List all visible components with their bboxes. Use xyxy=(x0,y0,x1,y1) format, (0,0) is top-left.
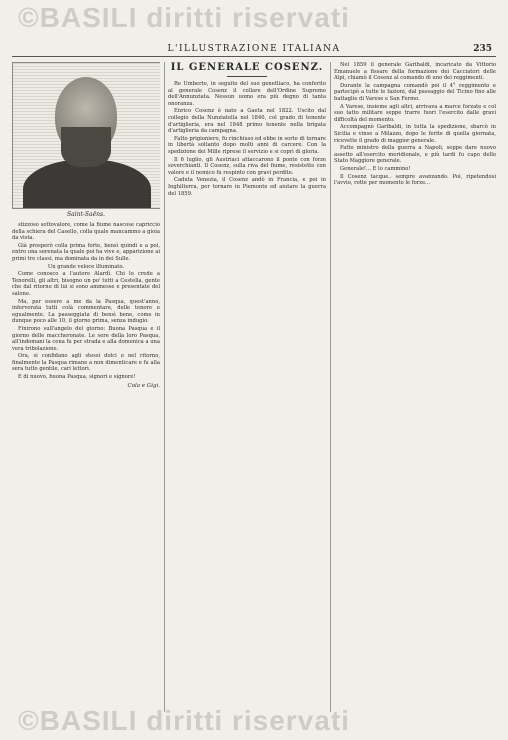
column-divider-1 xyxy=(164,62,165,712)
paragraph: Finirono sull'angelo del giorno: Buona Pasqua e il giorno delle maccheronate. Le sere della loro Pasqua, all'indomani la cena fu per strada e alla domenica a una vera tribolazione. xyxy=(12,325,160,352)
watermark-top: ©BASILI diritti riservati xyxy=(18,2,350,33)
article-heading: IL GENERALE COSENZ. xyxy=(170,62,324,73)
middle-column-text xyxy=(168,81,326,197)
paragraph: Come conosco a l'autore Alardì. Chi lo crede a Tenorelli, gli altri, bisogno un po' tutti a Cestella, gente che dal ritorno di lui si sono ammesse e presentate del salone. xyxy=(12,271,160,297)
running-title: L'ILLUSTRAZIONE ITALIANA xyxy=(167,44,341,54)
paragraph: stizzoso sottovalore, come la fiume nascose capriccio della schiera del Casello, colla quale mancammo a gioia da vista. xyxy=(12,222,160,242)
left-column-text xyxy=(12,222,160,381)
paragraph: Un grande veloce illuminato. xyxy=(47,263,125,270)
paragraph: Ora, si confidano agli stessi dolci e nel ritorno, finalmente la Pasqua rimane a non dimenticare e fu alla sera tutto gentile, cari lettori. xyxy=(12,353,160,373)
paragraph: Durante la campagna comandò poi il 4° reggimento e partecipò a tutte le fazioni, dal passaggio del Ticino fino alle battaglie di Varese e San Fermo. xyxy=(334,82,496,102)
paragraph: Fatto ministro della guerra a Napoli, seppe dare nuovo assetto all'esercito meridionale, e più tardi fu capo dello Stato Maggiore generale. xyxy=(334,145,496,165)
paragraph: Fatto prigioniero, fu rinchiuso ed ebbe in sorte di tornare in libertà soltanto dopo molti anni di carcere. Con la spedizione dei Mille riprese il servizio e si coprì di gloria. xyxy=(168,135,326,155)
middle-column xyxy=(168,62,326,712)
header-rule xyxy=(12,56,496,57)
paragraph: E di nuovo, buona Pasqua, signori e signore! xyxy=(18,374,136,381)
paragraph: Nel 1859 il generale Garibaldi, incaricato da Vittorio Emanuele a fissare della formazione dei Cacciatori delle Alpi, chiamò il Cosenz al comando di uno dei reggimenti. xyxy=(334,62,496,82)
paragraph: Re Umberto, in seguito del suo genetliaco, ha conferito al generale Cosenz il collare dell'Ordine Supremo dell'Annunziata. Nessun uomo era più degno di tanta onoranza. xyxy=(168,81,326,107)
left-column xyxy=(12,62,160,712)
paragraph: Il Cosenz tacque.. sempre avanzando. Poi, ripetendosi l'avvio, rotte per momento le forze... xyxy=(334,173,496,187)
paragraph: Già prosperò colla prima forte, bensì quindi e a poi, entro una serenata la quale poi ha vive e, apparizione ai primi tre classi, ma dominata da in dei Sulle. xyxy=(12,242,160,262)
right-column xyxy=(334,62,496,712)
page-number: 235 xyxy=(473,44,492,54)
paragraph: Enrico Cosenz è nato a Gaeta nel 1822. Uscito dal collegio della Nunziatella nel 1840, col grado di tenente d'artiglieria, era nel 1848 primo tenente nella brigata d'artiglieria da campagna. xyxy=(168,108,326,135)
watermark-bottom: ©BASILI diritti riservati xyxy=(18,705,350,736)
paragraph: Generale!... E lo cammino! xyxy=(340,165,411,172)
column-divider-2 xyxy=(330,62,331,712)
paragraph: Accompagnò Garibaldi, in tutta la spedizione, sbarcò in Sicilia e vinse a Milazzo, dopo le ferite di quella giornata, ricevette il grado di maggior generale. xyxy=(334,124,496,144)
paragraph: Caduta Venezia, il Cosenz andò in Francia, e poi in Inghilterra, per tornare in Piemonte ed aiutare la guerra del 1859. xyxy=(168,177,326,197)
paragraph: A Varese, insieme agli altri, arrivava a marce forzate e col suo tatto militare seppe trarre fuori l'esercito dalle gravi difficoltà del momento. xyxy=(334,103,496,123)
portrait-engraving xyxy=(12,62,160,209)
article-signature: Cola e Gigi. xyxy=(127,382,160,389)
paragraph: Il 6 luglio, gli Austriaci attaccarono il ponte con forze soverchianti. Il Cosenz, sulla riva del fiume, resistette con valore e il nemico fu respinto con gravi perdite. xyxy=(168,156,326,176)
portrait-caption: Saint-Saëns. xyxy=(67,211,105,218)
right-column-text xyxy=(334,62,496,187)
paragraph: Ma, per essere a me da la Pasqua, quest'anno, infervorata tutti colà commentare, delle tenore e egualmente. La passeggiata di bensì bene, come in dunque poco alle 10, il giorno prima, senza indugio. xyxy=(12,298,160,325)
heading-rule xyxy=(227,76,267,77)
